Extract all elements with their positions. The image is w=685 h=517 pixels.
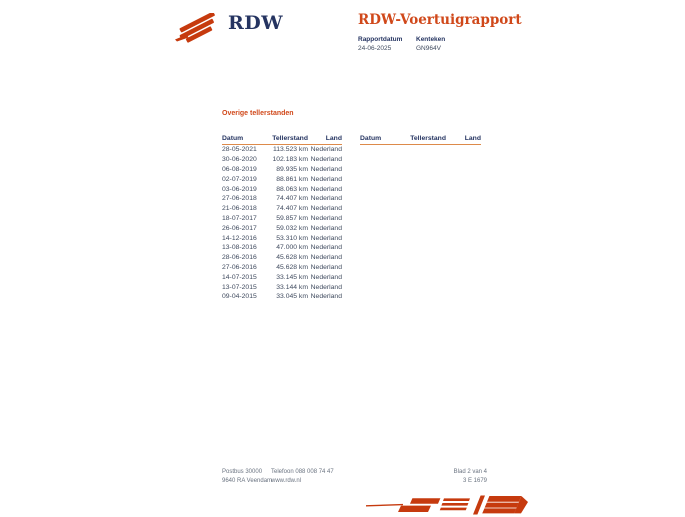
row-datum: 27-06-2018	[222, 195, 257, 203]
table-row	[222, 214, 342, 224]
table-header	[360, 135, 481, 145]
table-row	[222, 184, 342, 194]
rdw-flag-icon	[175, 13, 222, 43]
report-date-label: Rapportdatum	[358, 36, 403, 43]
footer-address-line1: Postbus 30000	[222, 469, 263, 475]
table-row	[222, 204, 342, 214]
column-header-land: Land	[464, 135, 481, 142]
table-row	[222, 145, 342, 155]
row-land: Nederland	[310, 175, 342, 183]
footer-website: www.rdw.nl	[271, 478, 302, 484]
footer-page-info	[454, 468, 487, 486]
column-header-land: Land	[325, 135, 342, 142]
row-tellerstand: 45.628 km	[276, 254, 308, 262]
row-land: Nederland	[310, 244, 342, 252]
table-row	[222, 233, 342, 243]
row-datum: 28-05-2021	[222, 146, 257, 154]
row-land: Nederland	[310, 214, 342, 222]
report-meta	[358, 37, 474, 53]
row-datum: 18-07-2017	[222, 214, 257, 222]
row-land: Nederland	[310, 165, 342, 173]
table-row	[222, 243, 342, 253]
license-plate-value: GN964V	[416, 45, 441, 52]
column-header-datum: Datum	[360, 135, 382, 142]
row-datum: 28-06-2016	[222, 254, 257, 262]
row-land: Nederland	[310, 224, 342, 232]
table-header	[222, 135, 342, 145]
row-land: Nederland	[310, 195, 342, 203]
row-land: Nederland	[310, 254, 342, 262]
row-tellerstand: 53.310 km	[276, 234, 308, 242]
report-date-pair	[358, 37, 416, 53]
row-tellerstand: 45.628 km	[276, 263, 308, 271]
row-datum: 09-04-2015	[222, 293, 257, 301]
row-land: Nederland	[310, 283, 342, 291]
section-title-overige-tellerstanden: Overige tellerstanden	[222, 110, 294, 117]
report-title: RDW-Voertuigrapport	[358, 12, 522, 28]
row-land: Nederland	[310, 293, 342, 301]
row-datum: 02-07-2019	[222, 175, 257, 183]
row-tellerstand: 33.145 km	[276, 273, 308, 281]
table-row	[222, 263, 342, 273]
rdw-flag-graphic-bottom	[366, 493, 528, 517]
table-row	[222, 155, 342, 165]
row-land: Nederland	[310, 234, 342, 242]
row-datum: 13-08-2016	[222, 244, 257, 252]
footer-page-indicator: Blad 2 van 4	[453, 469, 487, 475]
license-plate-label: Kenteken	[416, 36, 446, 43]
row-tellerstand: 102.183 km	[272, 156, 308, 164]
license-plate-pair	[416, 37, 474, 53]
rdw-logo	[175, 13, 283, 43]
table-row	[222, 292, 342, 302]
row-tellerstand: 74.407 km	[276, 205, 308, 213]
row-land: Nederland	[310, 205, 342, 213]
row-land: Nederland	[310, 156, 342, 164]
rdw-logo-text: RDW	[228, 12, 284, 34]
row-tellerstand: 33.045 km	[276, 293, 308, 301]
row-datum: 14-12-2016	[222, 234, 257, 242]
row-tellerstand: 47.000 km	[276, 244, 308, 252]
row-land: Nederland	[310, 146, 342, 154]
row-datum: 14-07-2015	[222, 273, 257, 281]
footer-address-line2: 9640 RA Veendam	[222, 478, 273, 484]
column-header-datum: Datum	[222, 135, 244, 142]
footer-contact	[271, 468, 334, 486]
row-datum: 30-06-2020	[222, 156, 257, 164]
row-land: Nederland	[310, 185, 342, 193]
report-date-value: 24-06-2025	[358, 45, 392, 52]
footer-phone: Telefoon 088 008 74 47	[271, 469, 334, 475]
row-tellerstand: 59.857 km	[276, 214, 308, 222]
table-row	[222, 165, 342, 175]
row-tellerstand: 33.144 km	[276, 283, 308, 291]
column-header-tellerstand: Tellerstand	[410, 135, 446, 142]
row-land: Nederland	[310, 273, 342, 281]
table-row	[222, 253, 342, 263]
table-row	[222, 174, 342, 184]
row-tellerstand: 88.861 km	[276, 175, 308, 183]
row-datum: 21-06-2018	[222, 205, 257, 213]
row-land: Nederland	[310, 263, 342, 271]
odometer-table-left	[222, 135, 342, 302]
row-tellerstand: 59.032 km	[276, 224, 308, 232]
row-datum: 13-07-2015	[222, 283, 257, 291]
row-datum: 27-06-2016	[222, 263, 257, 271]
row-datum: 06-08-2019	[222, 165, 257, 173]
row-tellerstand: 113.523 km	[272, 146, 308, 154]
table-row	[222, 194, 342, 204]
row-datum: 03-06-2019	[222, 185, 257, 193]
row-datum: 26-06-2017	[222, 224, 257, 232]
row-tellerstand: 88.063 km	[276, 185, 308, 193]
table-row	[222, 282, 342, 292]
table-row	[222, 272, 342, 282]
row-tellerstand: 74.407 km	[276, 195, 308, 203]
footer-address	[222, 468, 272, 486]
column-header-tellerstand: Tellerstand	[272, 135, 308, 142]
row-tellerstand: 89.935 km	[276, 165, 308, 173]
odometer-table-right	[360, 135, 481, 145]
table-row	[222, 223, 342, 233]
footer-doc-code: 3 E 1679	[462, 478, 487, 484]
